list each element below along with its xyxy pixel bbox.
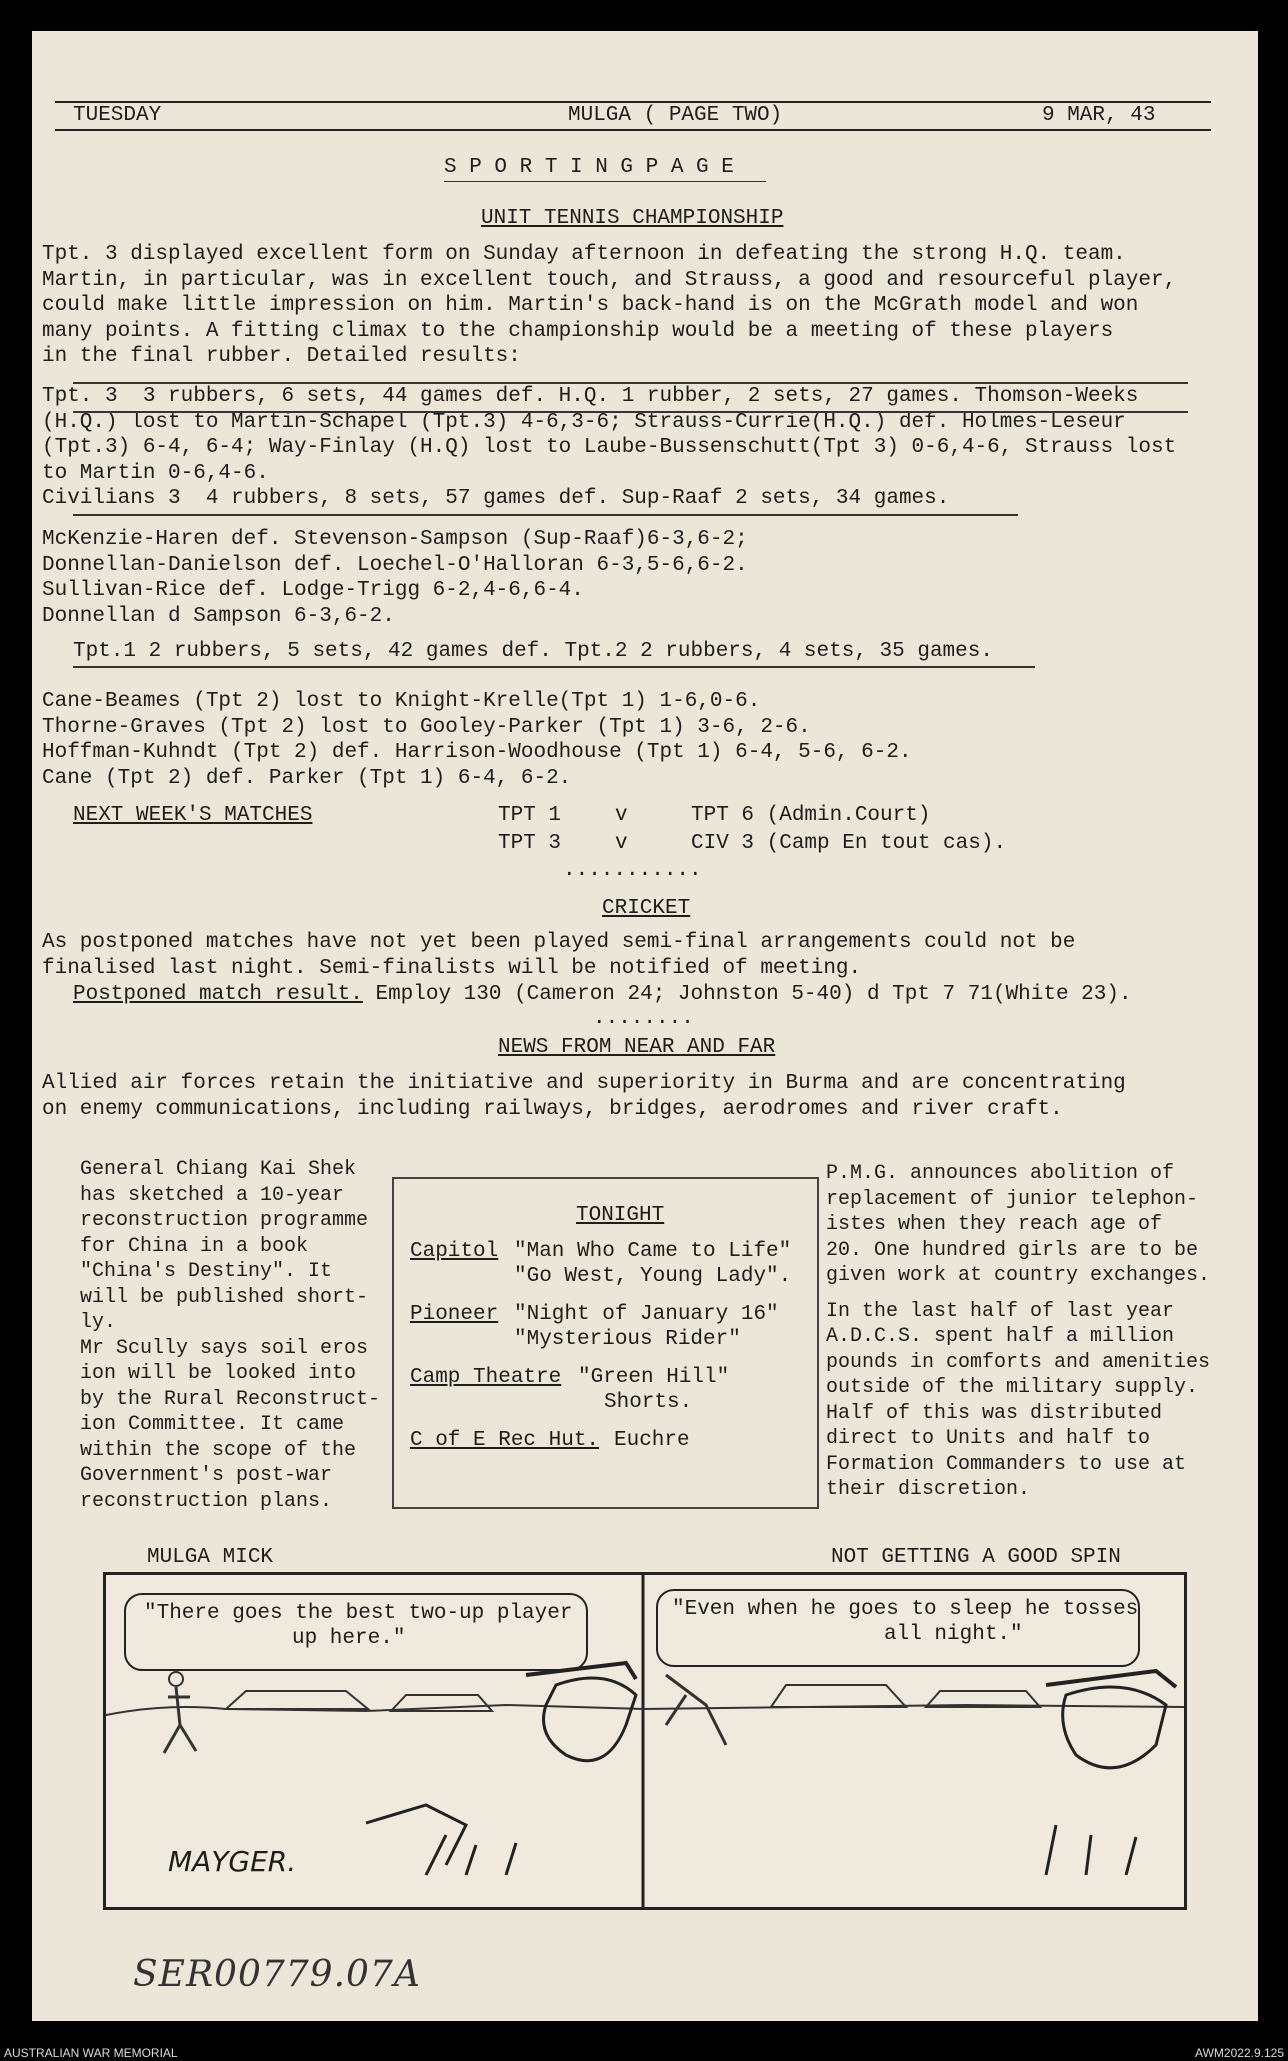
text-line: reconstruction plans. xyxy=(80,1489,333,1513)
text-line: pounds in comforts and amenities xyxy=(826,1350,1211,1374)
tonight-venue-camp-theatre: Camp Theatre xyxy=(410,1366,562,1389)
text-line: Hoffman-Kuhndt (Tpt 2) def. Harrison-Woodhouse (Tpt 1) 6-4, 5-6, 6-2. xyxy=(42,741,912,764)
text-line: Formation Commanders to use at xyxy=(826,1452,1187,1476)
text-line: Civilians 3 4 rubbers, 8 sets, 57 games def. Sup-Raaf 2 sets, 34 games. xyxy=(42,487,950,510)
text-line: reconstruction programme xyxy=(80,1209,369,1232)
text-line: could make little impression on him. Martin's back-hand is on the McGrath model and won xyxy=(42,294,1139,317)
tonight-film: "Go West, Young Lady". xyxy=(514,1265,792,1288)
pointing-hand-icon xyxy=(366,1805,466,1865)
slouch-hat-icon xyxy=(1046,1671,1176,1687)
tennis-match3-heading: Tpt.1 2 rubbers, 5 sets, 42 games def. Tpt.2 2 rubbers, 4 sets, 35 games. xyxy=(73,640,993,663)
next-week-home-1: TPT 1 xyxy=(498,804,562,827)
text-line: Cane (Tpt 2) def. Parker (Tpt 1) 6-4, 6-2. xyxy=(42,766,572,790)
tonight-film: "Man Who Came to Life" xyxy=(514,1240,792,1263)
soldier-face-icon xyxy=(544,1678,637,1761)
text-line: finalised last night. Semi-finalists will be notified of meeting. xyxy=(42,956,862,980)
walking-figure-icon xyxy=(164,1687,196,1753)
next-week-home-2: TPT 3 xyxy=(498,832,562,855)
text-line: Martin, in particular, was in excellent touch, and Strauss, a good and resourceful player, xyxy=(42,268,1177,292)
sleeping-soldier-icon xyxy=(1063,1687,1166,1768)
text-line: In the last half of last year xyxy=(826,1299,1175,1323)
text-line: will be published short- xyxy=(80,1285,369,1309)
tennis-match1 xyxy=(42,384,1232,512)
text-line: by the Rural Reconstruct- xyxy=(80,1387,381,1411)
text-line: has sketched a 10-year xyxy=(80,1183,345,1207)
tonight-film: "Mysterious Rider" xyxy=(514,1328,741,1351)
tonight-film: "Green Hill" xyxy=(578,1366,730,1389)
cricket-result-text: Employ 130 (Cameron 24; Johnston 5-40) d Tpt 7 71(White 23). xyxy=(362,983,1132,1006)
news-right-column xyxy=(826,1161,1210,1503)
text-line: Half of this was distributed xyxy=(826,1401,1163,1425)
tonight-film: "Night of January 16" xyxy=(514,1303,779,1326)
header-title: MULGA ( PAGE TWO) xyxy=(568,104,783,127)
next-week-v-2: v xyxy=(615,832,628,855)
text-line: General Chiang Kai Shek xyxy=(80,1158,357,1181)
news-lead xyxy=(42,1071,1232,1122)
tonight-film: Shorts. xyxy=(604,1391,693,1414)
text-line: (H.Q.) lost to Martin-Schapel (Tpt.3) 4-6,3-6; Strauss-Currie(H.Q.) def. Holmes-Leseur xyxy=(42,410,1126,434)
grass-icon xyxy=(1046,1825,1136,1875)
cricket-result-label: Postponed match result. xyxy=(73,983,363,1006)
match3-rule xyxy=(73,666,1035,668)
grass-icon xyxy=(426,1835,516,1875)
text-line: direct to Units and half to xyxy=(826,1427,1151,1450)
text-line: replacement of junior telephon- xyxy=(826,1187,1199,1211)
text-line: 20. One hundred girls are to be xyxy=(826,1238,1199,1262)
tonight-venue-capitol: Capitol xyxy=(410,1240,499,1263)
tennis-match2 xyxy=(42,527,1232,629)
match1-rule-mid xyxy=(73,411,1188,413)
text-line: P.M.G. announces abolition of xyxy=(826,1162,1175,1185)
text-line: outside of the military supply. xyxy=(826,1376,1199,1399)
next-week-away-1: TPT 6 (Admin.Court) xyxy=(691,804,931,827)
cartoon-caption-left: "There goes the best two-up player xyxy=(144,1602,573,1625)
tennis-match3 xyxy=(42,689,1232,791)
news-heading: NEWS FROM NEAR AND FAR xyxy=(498,1036,776,1059)
text-line: on enemy communications, including railways, bridges, aerodromes and river craft. xyxy=(42,1097,1063,1121)
building-icon xyxy=(226,1691,368,1709)
text-line: Tpt. 3 3 rubbers, 6 sets, 44 games def. H.Q. 1 rubber, 2 sets, 27 games. Thomson-Weeks xyxy=(42,385,1139,408)
page-heading-underline xyxy=(444,181,766,182)
text-line: ion will be looked into xyxy=(80,1362,357,1385)
header-rule-top xyxy=(55,101,1211,103)
separator-dots: ........... xyxy=(563,859,702,882)
text-line: their discretion. xyxy=(826,1478,1031,1501)
horizon-line xyxy=(643,1705,1184,1709)
tonight-heading: TONIGHT xyxy=(576,1204,665,1227)
text-line: given work at country exchanges. xyxy=(826,1264,1211,1287)
artist-signature: MAYGER. xyxy=(168,1845,297,1878)
header-day: TUESDAY xyxy=(73,104,162,127)
text-line: in the final rubber. Detailed results: xyxy=(42,345,521,368)
cartoon-caption-right: "Even when he goes to sleep he tosses xyxy=(672,1598,1139,1621)
text-line: "China's Destiny". It xyxy=(80,1260,333,1283)
tonight-venue-pioneer: Pioneer xyxy=(410,1303,499,1326)
tonight-film: Euchre xyxy=(614,1429,690,1452)
text-line: ly. xyxy=(80,1311,117,1334)
text-line: many points. A fitting climax to the championship would be a meeting of these players xyxy=(42,319,1114,343)
text-line: McKenzie-Haren def. Stevenson-Sampson (Sup-Raaf)6-3,6-2; xyxy=(42,528,748,551)
text-line: Donnellan-Danielson def. Loechel-O'Halloran 6-3,5-6,6-2. xyxy=(42,553,748,577)
text-line: Donnellan d Sampson 6-3,6-2. xyxy=(42,604,395,628)
cricket-text xyxy=(42,930,1232,981)
text-line: Government's post-war xyxy=(80,1464,333,1487)
building-icon xyxy=(771,1685,906,1707)
cartoon-caption-right: all night." xyxy=(884,1623,1023,1646)
tonight-venue-rec-hut: C of E Rec Hut. xyxy=(410,1429,600,1452)
text-line: A.D.C.S. spent half a million xyxy=(826,1325,1175,1348)
text-line: istes when they reach age of xyxy=(826,1213,1163,1236)
text-line: Allied air forces retain the initiative and superiority in Burma and are concentrating xyxy=(42,1072,1126,1095)
cartoon-right-title: NOT GETTING A GOOD SPIN xyxy=(831,1546,1121,1569)
cartoon-strip xyxy=(103,1572,1187,1910)
footer-left: AUSTRALIAN WAR MEMORIAL xyxy=(4,2046,178,2060)
handwritten-reference: SER00779.07A xyxy=(133,1954,421,1995)
cricket-result xyxy=(73,982,1132,1007)
text-line: (Tpt.3) 6-4, 6-4; Way-Finlay (H.Q) lost to Laube-Bussenschutt(Tpt 3) 0-6,4-6, Strauss lost xyxy=(42,436,1177,459)
text-line: within the scope of the xyxy=(80,1438,357,1462)
cartoon-caption-left: up here." xyxy=(292,1627,406,1650)
figure-head-icon xyxy=(169,1672,183,1686)
cricket-heading: CRICKET xyxy=(602,897,691,920)
header-rule-bottom xyxy=(55,129,1211,131)
header-date: 9 MAR, 43 xyxy=(1042,104,1156,127)
tennis-intro xyxy=(42,242,1232,370)
text-line: Mr Scully says soil eros xyxy=(80,1336,369,1360)
text-line: Thorne-Graves (Tpt 2) lost to Gooley-Parker (Tpt 1) 3-6, 2-6. xyxy=(42,715,811,739)
next-week-v-1: v xyxy=(615,804,628,827)
tennis-heading: UNIT TENNIS CHAMPIONSHIP xyxy=(481,207,784,230)
separator-dots: ........ xyxy=(593,1007,694,1030)
text-line: As postponed matches have not yet been played semi-final arrangements could not be xyxy=(42,931,1076,954)
horizon-line xyxy=(106,1705,643,1715)
text-line: Sullivan-Rice def. Lodge-Trigg 6-2,4-6,6-4. xyxy=(42,579,584,602)
text-line: Cane-Beames (Tpt 2) lost to Knight-Krelle(Tpt 1) 1-6,0-6. xyxy=(42,690,761,713)
text-line: to Martin 0-6,4-6. xyxy=(42,461,269,485)
cartoon-left-title: MULGA MICK xyxy=(147,1546,274,1569)
news-left-column xyxy=(80,1157,380,1514)
footer-right: AWM2022.9.125 xyxy=(1195,2046,1284,2060)
next-week-away-2: CIV 3 (Camp En tout cas). xyxy=(691,832,1007,855)
text-line: Tpt. 3 displayed excellent form on Sunday afternoon in defeating the strong H.Q. team. xyxy=(42,243,1126,266)
tumbling-figure-icon xyxy=(666,1675,726,1745)
next-week-label: NEXT WEEK'S MATCHES xyxy=(73,804,313,827)
match1-rule-bottom xyxy=(73,514,1018,516)
page-heading: S P O R T I N G P A G E xyxy=(444,156,734,179)
text-line: for China in a book xyxy=(80,1234,309,1258)
text-line: ion Committee. It came xyxy=(80,1413,345,1436)
